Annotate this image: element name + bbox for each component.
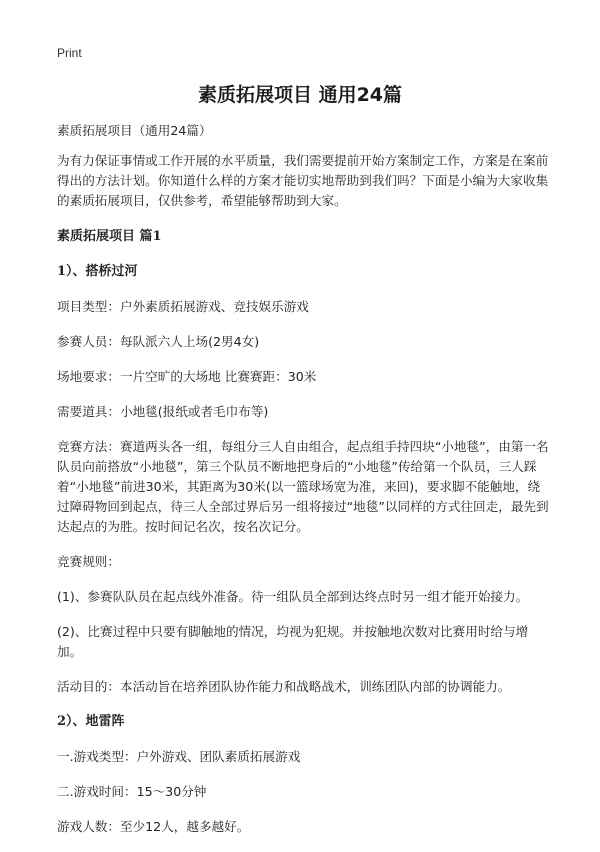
intro-paragraph: 为有力保证事情或工作开展的水平质量，我们需要提前开始方案制定工作，方案是在案前得出的方法计划。你知道什么样的方案才能切实地帮助到我们吗？下面是小编为大家收集的素质拓展项目，仅供参考，希望能够帮助到大家。 [57,153,549,208]
game1-type: 项目类型：户外素质拓展游戏、竞技娱乐游戏 [57,299,309,314]
game2-type: 一.游戏类型：户外游戏、团队素质拓展游戏 [57,749,301,764]
game1-rule-1: (1)、参赛队队员在起点线外准备。待一组队员全部到达终点时另一组才能开始接力。 [57,589,529,604]
page-title: 素质拓展项目 通用24篇 [197,84,403,106]
print-link[interactable]: Print [57,46,82,60]
game2-players: 游戏人数：至少12人，越多越好。 [57,819,250,834]
game2-heading: 2）、地雷阵 [57,714,125,729]
section-heading: 素质拓展项目 篇1 [57,229,162,244]
article-subtitle: 素质拓展项目（通用24篇） [57,123,212,138]
game1-rules-label: 竞赛规则： [57,554,120,569]
game1-purpose: 活动目的：本活动旨在培养团队协作能力和战略战术，训练团队内部的协调能力。 [57,679,511,694]
game1-method: 竞赛方法：赛道两头各一组，每组分三人自由组合，起点组手持四块“小地毯”，由第一名队员向前搭放“小地毯”，第三个队员不断地把身后的“小地毯”传给第一个队员，三人踩着“小地毯”前进30米，其距离为30米(以一篮球场宽为准，来回)，要求脚不能触地，绕过障碍物回到起点，待三人全部过界后另一组将接过“地毯”以同样的方式往回走，最先到达起点的为胜。按时间记名次，按名次记分。 [57,439,549,534]
article-body [57,121,549,852]
game1-rule-2: (2)、比赛过程中只要有脚触地的情况，均视为犯规。并按触地次数对比赛用时给与增加。 [57,624,529,659]
game1-venue: 场地要求：一片空旷的大场地 比赛赛距：30米 [57,369,317,384]
game1-heading: 1）、搭桥过河 [57,264,138,279]
game1-participants: 参赛人员：每队派六人上场(2男4女) [57,334,260,349]
game1-props: 需要道具：小地毯(报纸或者毛巾布等) [57,404,269,419]
game2-time: 二.游戏时间：15～30分钟 [57,784,207,799]
